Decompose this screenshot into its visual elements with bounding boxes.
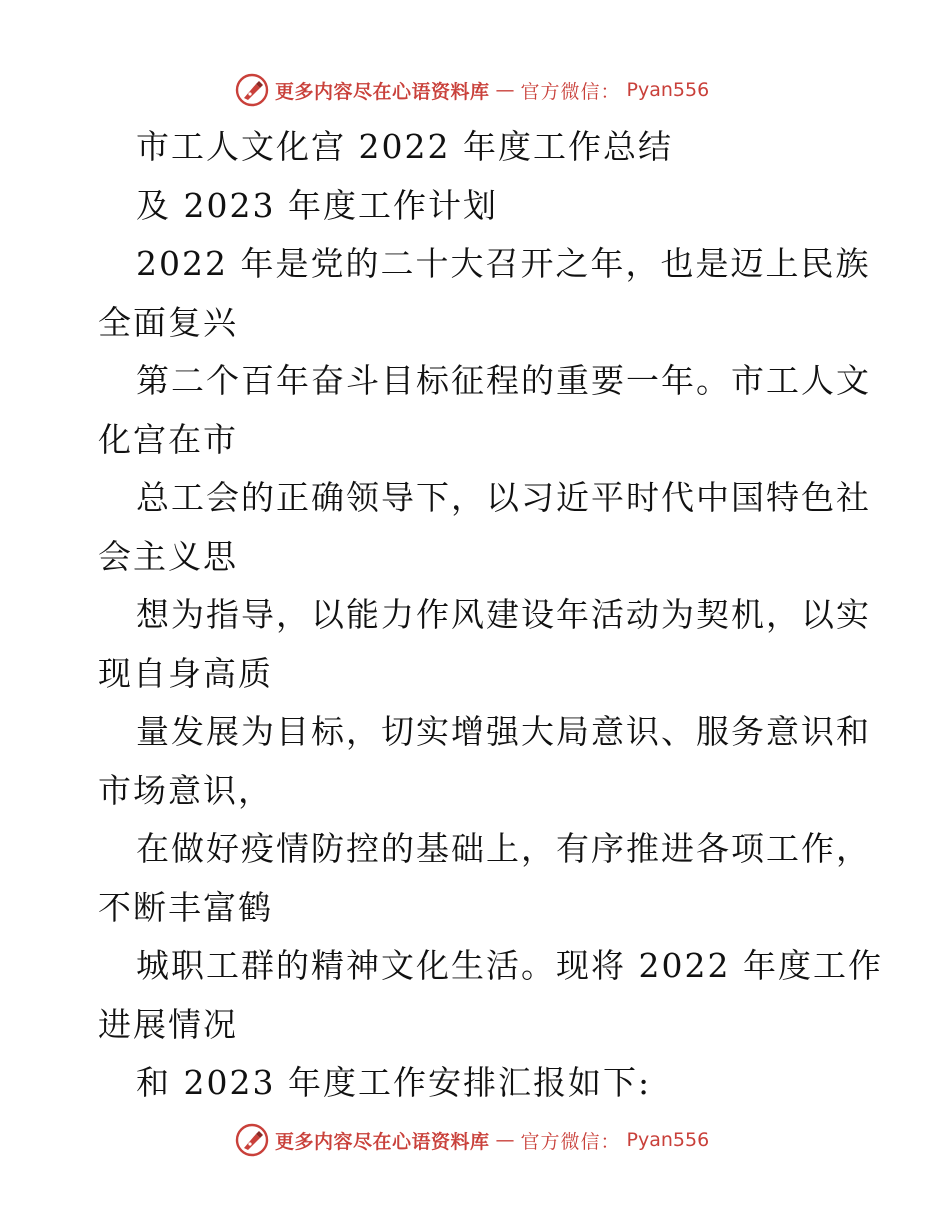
document-body bbox=[98, 118, 883, 1113]
paragraph-line: 量发展为目标，切实增强大局意识、服务意识和 bbox=[136, 712, 871, 751]
paragraph-line: 第二个百年奋斗目标征程的重要一年。市工人文 bbox=[136, 361, 871, 400]
paragraph-line: 进展情况 bbox=[98, 1004, 238, 1044]
paragraph-line: 现自身高质 bbox=[98, 653, 273, 693]
doc-title-line-2: 及 2023 年度工作计划 bbox=[136, 185, 498, 225]
paragraph-line: 全面复兴 bbox=[98, 302, 238, 342]
pen-nib-logo-icon bbox=[235, 73, 269, 107]
paragraph-line: 和 2023 年度工作安排汇报如下: bbox=[136, 1063, 652, 1102]
paragraph-line: 不断丰富鹤 bbox=[98, 887, 273, 927]
pen-nib-logo-icon bbox=[235, 1123, 269, 1157]
banner-wechat-label: 官方微信： bbox=[520, 1130, 621, 1153]
banner-wechat-id: Pyan556 bbox=[626, 1129, 710, 1151]
footer-banner[interactable] bbox=[235, 1120, 755, 1160]
paragraph-line: 化宫在市 bbox=[98, 419, 238, 459]
banner-title: 更多内容尽在心语资料库 bbox=[275, 80, 490, 103]
paragraph-line: 在做好疫情防控的基础上，有序推进各项工作， bbox=[136, 829, 871, 868]
banner-wechat-label: 官方微信： bbox=[520, 80, 621, 103]
paragraph-line: 城职工群的精神文化生活。现将 2022 年度工作 bbox=[136, 946, 883, 985]
banner-dash: — bbox=[495, 79, 515, 101]
banner-title: 更多内容尽在心语资料库 bbox=[275, 1130, 490, 1153]
banner-dash: — bbox=[495, 1129, 515, 1151]
paragraph-line: 想为指导，以能力作风建设年活动为契机，以实 bbox=[136, 595, 871, 634]
paragraph-line: 会主义思 bbox=[98, 536, 238, 576]
header-banner[interactable] bbox=[235, 70, 755, 110]
doc-title-line-1: 市工人文化宫 2022 年度工作总结 bbox=[136, 127, 673, 166]
paragraph-line: 总工会的正确领导下，以习近平时代中国特色社 bbox=[136, 478, 871, 517]
paragraph-line: 2022 年是党的二十大召开之年，也是迈上民族 bbox=[136, 244, 871, 283]
paragraph-line: 市场意识， bbox=[98, 770, 273, 810]
banner-wechat-id: Pyan556 bbox=[626, 79, 710, 101]
